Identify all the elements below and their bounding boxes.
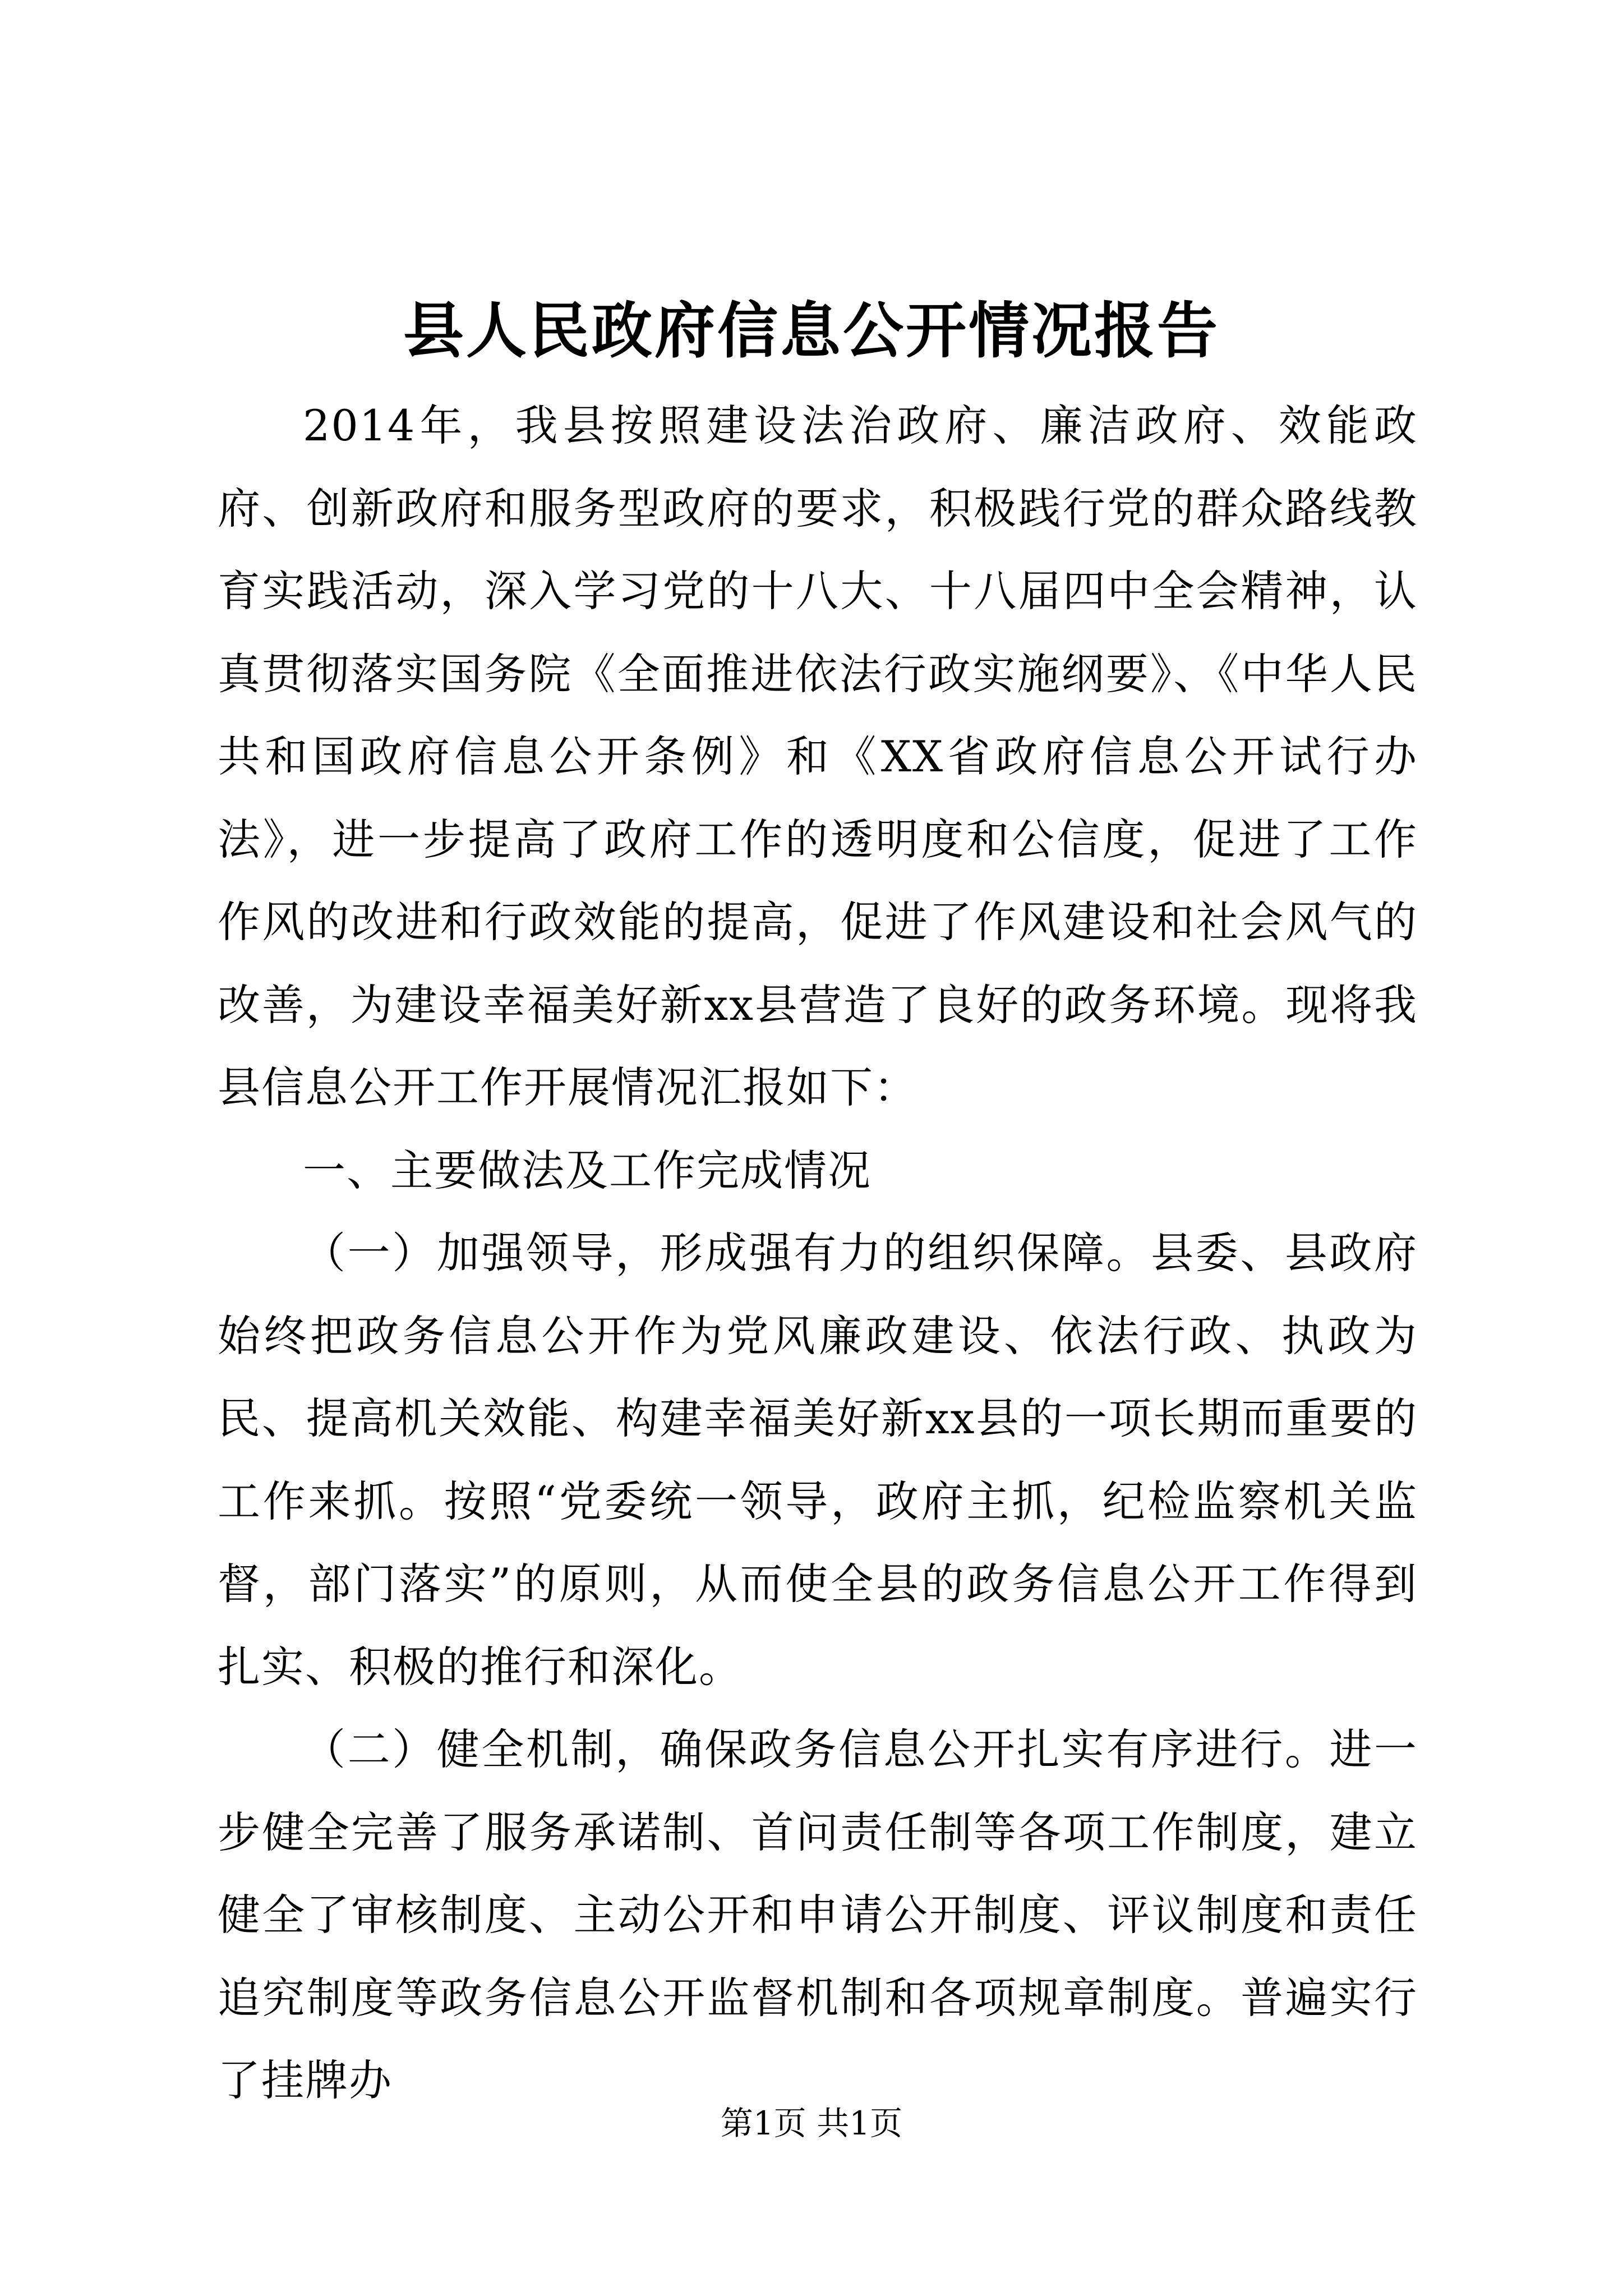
page-footer: 第1页 共1页	[720, 2104, 903, 2142]
paragraph-intro: 2014年，我县按照建设法治政府、廉洁政府、效能政府、创新政府和服务型政府的要求，积极践行党的群众路线教育实践活动，深入学习党的十八大、十八届四中全会精神，认真贯彻落实国务院《全面推进依法行政实施纲要》、《中华人民共和国政府信息公开条例》和《XX省政府信息公开试行办法》，进一步提高了政府工作的透明度和公信度，促进了工作作风的改进和行政效能的提高，促进了作风建设和社会风气的改善，为建设幸福美好新xx县营造了良好的政务环境。现将我县信息公开工作开展情况汇报如下：	[218, 401, 1418, 1112]
section-heading-1: 一、主要做法及工作完成情况	[303, 1145, 872, 1195]
paragraph-subsection-2: （二）健全机制，确保政务信息公开扎实有序进行。进一步健全完善了服务承诺制、首问责任制等各项工作制度，建立健全了审核制度、主动公开和申请公开制度、评议制度和责任追究制度等政务信息公开监督机制和各项规章制度。普遍实行了挂牌办	[218, 1724, 1418, 2105]
paragraph-subsection-1: （一）加强领导，形成强有力的组织保障。县委、县政府始终把政务信息公开作为党风廉政建设、依法行政、执政为民、提高机关效能、构建幸福美好新xx县的一项长期而重要的工作来抓。按照“党委统一领导，政府主抓，纪检监察机关监督，部门落实”的原则，从而使全县的政务信息公开工作得到扎实、积极的推行和深化。	[218, 1228, 1418, 1692]
document-title: 县人民政府信息公开情况报告	[403, 296, 1220, 366]
document-body	[218, 384, 1418, 2122]
